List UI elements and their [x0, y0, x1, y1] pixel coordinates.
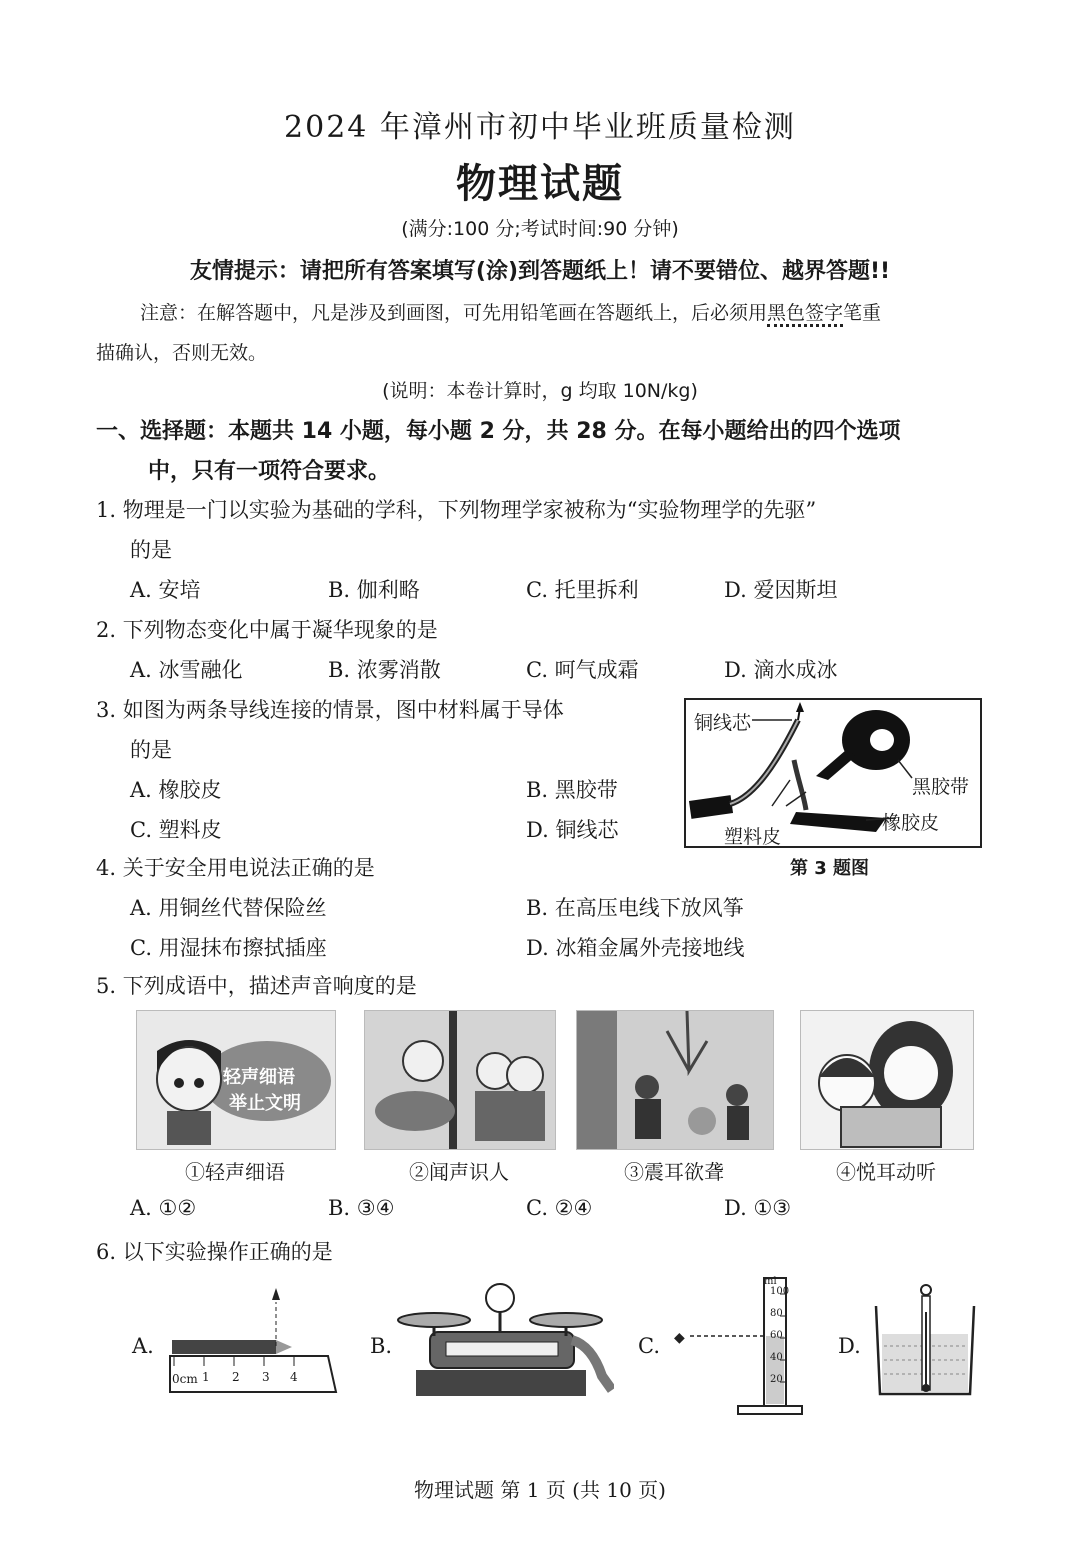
picture-4-caption: ④悦耳动听 [836, 1160, 936, 1184]
note-text-c: 笔重 [843, 302, 882, 324]
q2-option-c[interactable]: C. 呵气成霜 [526, 658, 639, 682]
q6-option-c-label[interactable]: C. [638, 1334, 660, 1358]
q2-option-b[interactable]: B. 浓雾消散 [328, 658, 441, 682]
picture-2-caption: ②闻声识人 [409, 1160, 509, 1184]
explain-note: (说明：本卷计算时，g 均取 10N/kg) [382, 380, 698, 402]
q6-option-d-label[interactable]: D. [838, 1334, 861, 1358]
q3-option-a[interactable]: A. 橡胶皮 [130, 778, 222, 802]
question-4: 4. 关于安全用电说法正确的是 [96, 856, 375, 880]
note-line-2: 描确认，否则无效。 [96, 342, 268, 364]
note-emphasis: 黑色签字 [767, 302, 843, 327]
ruler-tick-0: 0cm [172, 1372, 198, 1386]
cylinder-tick-80: 80 [770, 1308, 783, 1319]
picture-2 [364, 1010, 556, 1150]
ruler-tick-2: 2 [232, 1370, 240, 1384]
question-3: 3. 如图为两条导线连接的情景，图中材料属于导体 [96, 698, 564, 722]
q3-figure [684, 698, 982, 848]
q2-option-a[interactable]: A. 冰雪融化 [130, 658, 243, 682]
cylinder-tick-60: 60 [770, 1330, 783, 1341]
q5-option-a[interactable]: A. ①② [130, 1196, 197, 1220]
question-1-cont: 的是 [130, 538, 172, 562]
q5-option-d[interactable]: D. ①③ [724, 1196, 792, 1220]
section-heading-cont: 中，只有一项符合要求。 [148, 459, 391, 484]
balance-figure [396, 1280, 614, 1404]
q4-option-b[interactable]: B. 在高压电线下放风筝 [526, 896, 744, 920]
friendly-tip: 友情提示：请把所有答案填写(涂)到答题纸上！请不要错位、越界答题!! [189, 259, 891, 284]
q4-option-c[interactable]: C. 用湿抹布擦拭插座 [130, 936, 327, 960]
section-heading: 一、选择题：本题共 14 小题，每小题 2 分，共 28 分。在每小题给出的四个选项 [96, 419, 901, 444]
cylinder-tick-100: 100 [770, 1286, 790, 1297]
q1-option-d[interactable]: D. 爱因斯坦 [724, 578, 838, 602]
exam-title: 2024 年漳州市初中毕业班质量检测 [284, 110, 796, 145]
cylinder-tick-40: 40 [770, 1352, 783, 1363]
pic1-text-2: 举止文明 [229, 1093, 301, 1114]
label-copper-core: 铜线芯 [694, 712, 752, 734]
q2-option-d[interactable]: D. 滴水成冰 [724, 658, 838, 682]
picture-4 [800, 1010, 974, 1150]
cylinder-figure [668, 1274, 808, 1420]
question-1: 1. 物理是一门以实验为基础的学科，下列物理学家被称为“实验物理学的先驱” [96, 498, 817, 522]
wire-end-left [689, 795, 733, 819]
ruler-tick-3: 3 [262, 1370, 270, 1384]
note-text-a: 注意：在解答题中，凡是涉及到画图，可先用铅笔画在答题纸上，后必须用 [140, 302, 768, 324]
q4-option-a[interactable]: A. 用铜丝代替保险丝 [130, 896, 327, 920]
q3-figure-caption: 第 3 题图 [790, 858, 870, 879]
q3-option-b[interactable]: B. 黑胶带 [526, 778, 618, 802]
ruler-tick-1: 1 [202, 1370, 210, 1384]
q6-option-a-label[interactable]: A. [132, 1334, 154, 1358]
ruler-tick-4: 4 [290, 1370, 298, 1384]
question-3-cont: 的是 [130, 738, 172, 762]
beaker-figure [870, 1282, 980, 1402]
cylinder-unit: ml [764, 1276, 777, 1287]
ruler-figure [168, 1286, 344, 1396]
svg-text:◆: ◆ [674, 1330, 685, 1346]
q4-option-d[interactable]: D. 冰箱金属外壳接地线 [526, 936, 745, 960]
cylinder-tick-20: 20 [770, 1374, 783, 1385]
q6-option-b-label[interactable]: B. [370, 1334, 393, 1358]
pic1-text-1: 轻声细语 [223, 1067, 295, 1088]
label-black-tape: 黑胶带 [912, 776, 970, 798]
exam-meta: (满分:100 分;考试时间:90 分钟) [401, 218, 679, 240]
picture-3-caption: ③震耳欲聋 [624, 1160, 724, 1184]
rubber-sheath [790, 812, 886, 832]
q1-option-b[interactable]: B. 伽利略 [328, 578, 420, 602]
q1-option-a[interactable]: A. 安培 [130, 578, 201, 602]
page-footer: 物理试题 第 1 页 (共 10 页) [414, 1478, 666, 1502]
q5-option-b[interactable]: B. ③④ [328, 1196, 395, 1220]
subject-title: 物理试题 [456, 161, 624, 207]
question-6: 6. 以下实验操作正确的是 [96, 1240, 333, 1264]
q5-option-c[interactable]: C. ②④ [526, 1196, 593, 1220]
question-2: 2. 下列物态变化中属于凝华现象的是 [96, 618, 438, 642]
picture-1-caption: ①轻声细语 [185, 1160, 285, 1184]
picture-3 [576, 1010, 774, 1150]
q3-option-d[interactable]: D. 铜线芯 [526, 818, 619, 842]
picture-1 [136, 1010, 336, 1150]
label-plastic-sheath: 塑料皮 [724, 826, 782, 848]
note-line-1 [140, 298, 881, 325]
q3-option-c[interactable]: C. 塑料皮 [130, 818, 222, 842]
question-5: 5. 下列成语中，描述声音响度的是 [96, 974, 417, 998]
label-rubber-sheath: 橡胶皮 [882, 812, 940, 834]
q1-option-c[interactable]: C. 托里拆利 [526, 578, 639, 602]
